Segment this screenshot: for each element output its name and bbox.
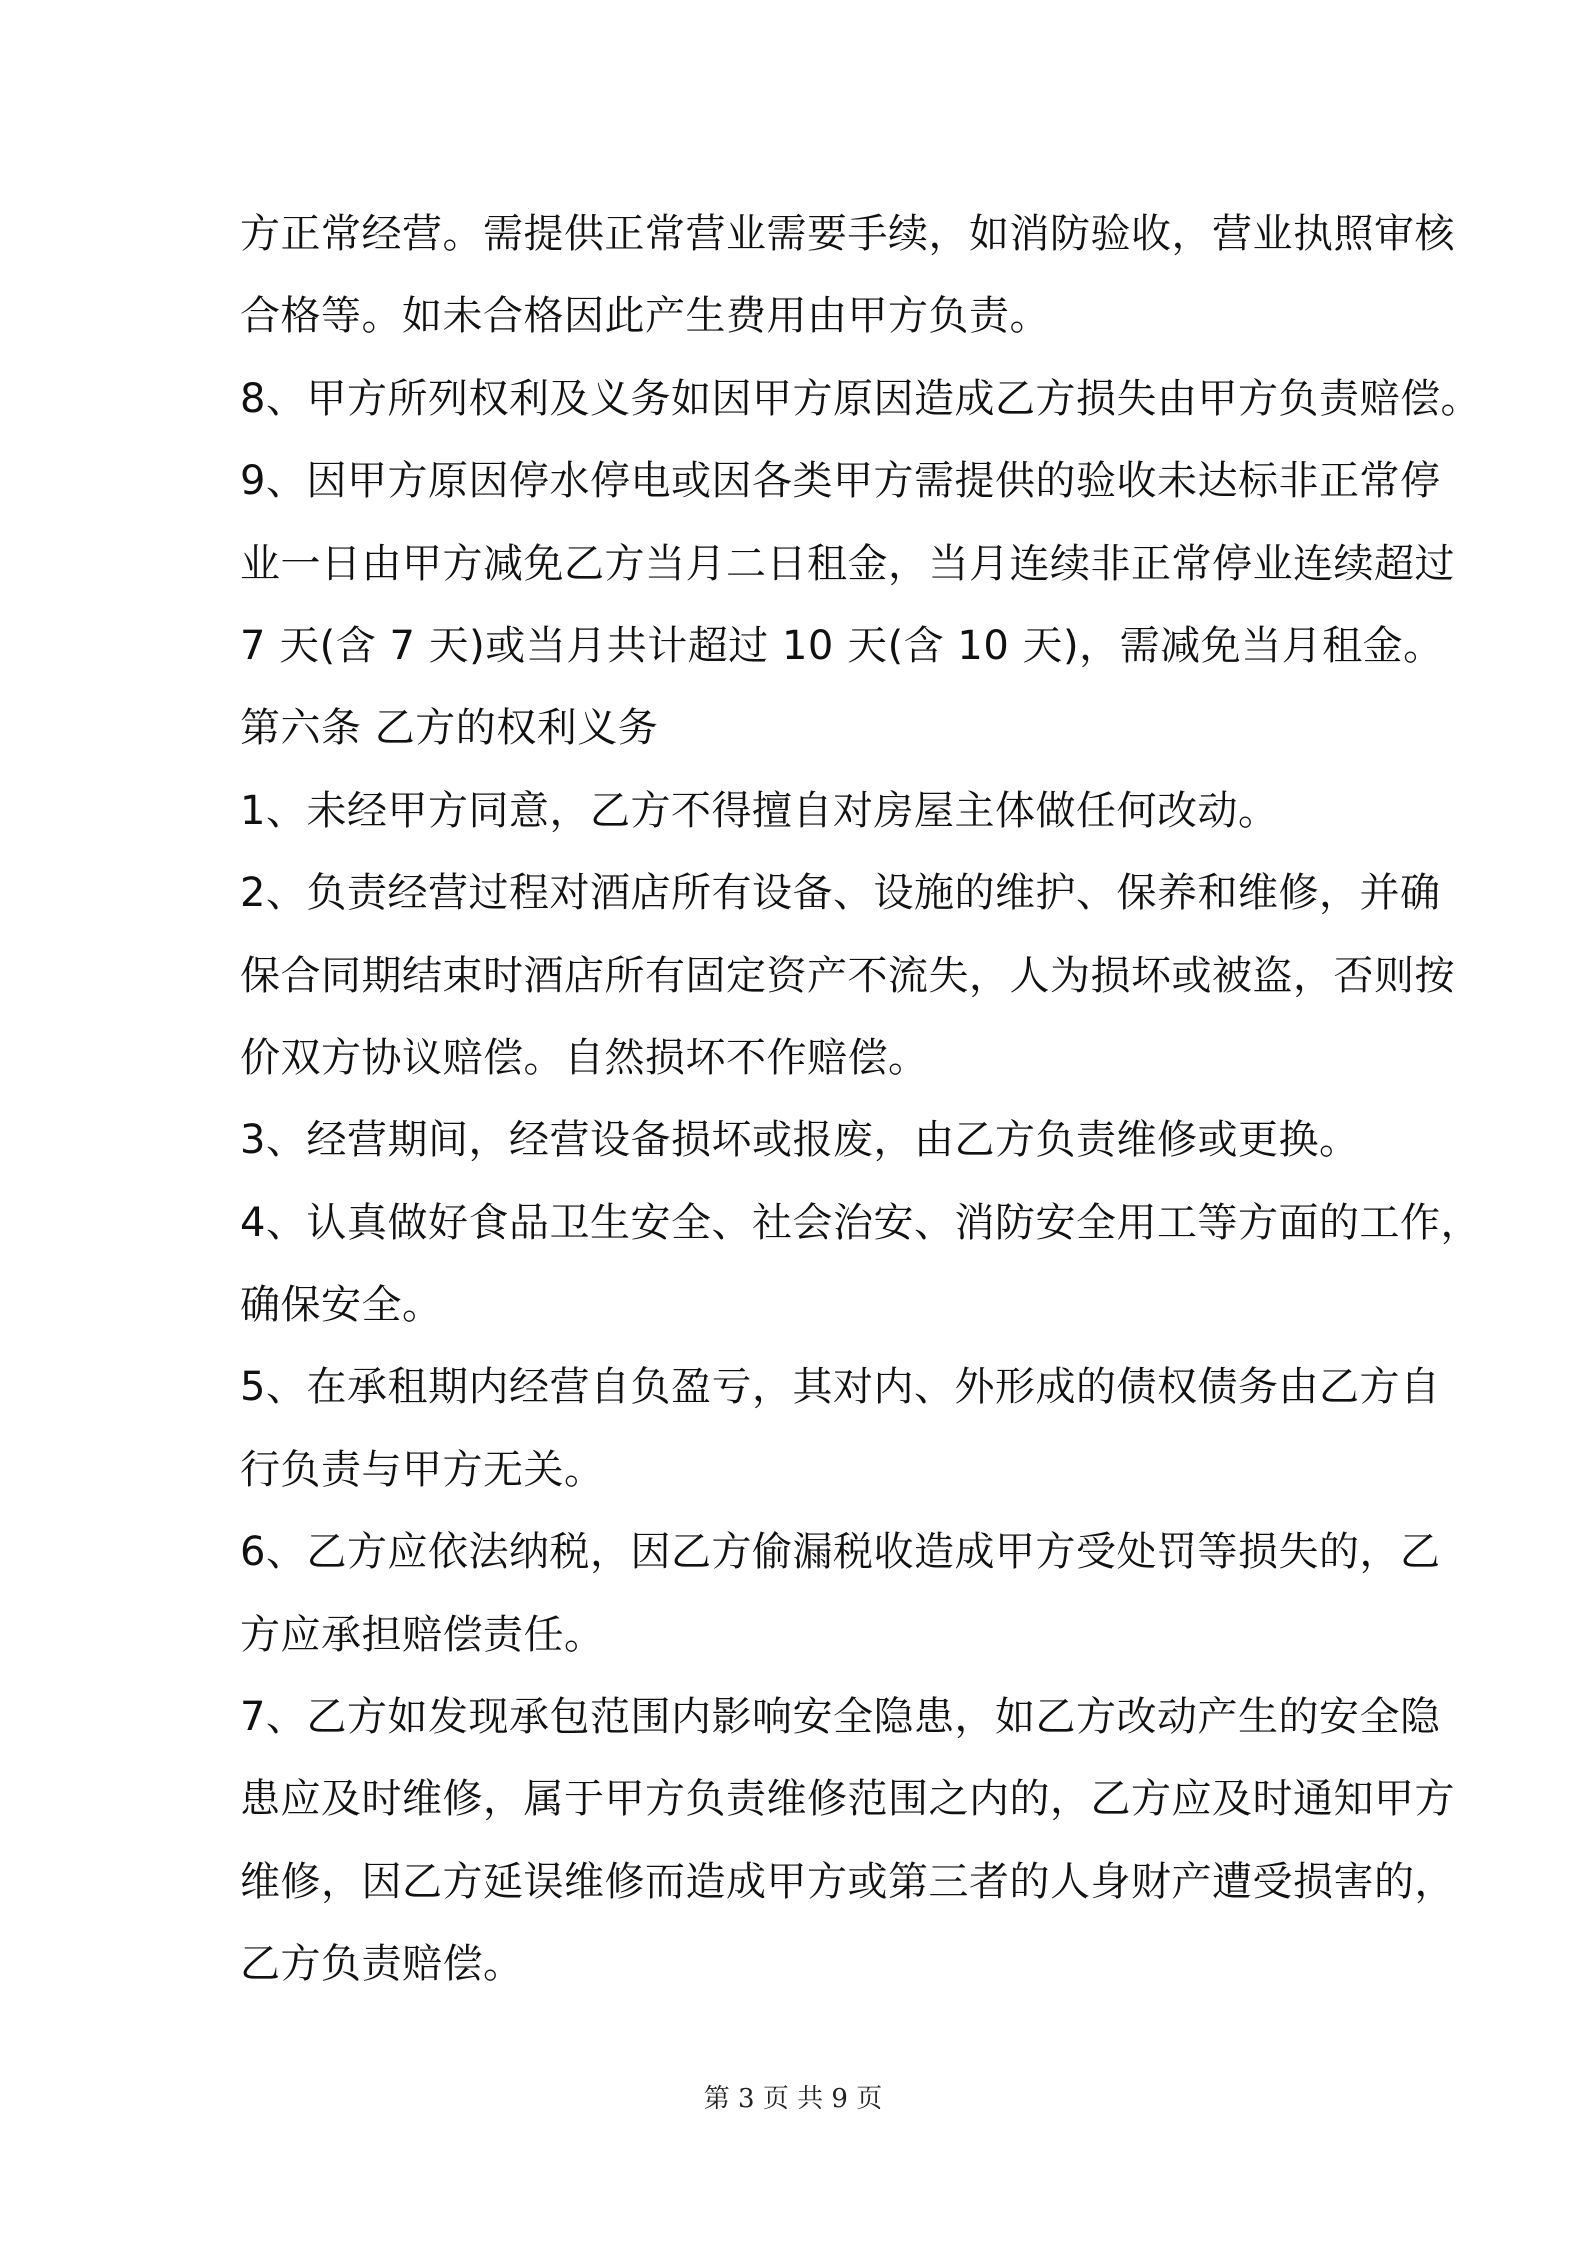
text-line: 4、认真做好食品卫生安全、社会治安、消防安全用工等方面的工作， — [240, 1199, 1481, 1246]
text-line: 行负责与甲方无关。 — [240, 1446, 605, 1493]
section-heading — [240, 687, 1380, 769]
text-line: 第六条 乙方的权利义务 — [240, 705, 659, 752]
text-line: 保合同期结束时酒店所有固定资产不流失，人为损坏或被盗，否则按 — [240, 952, 1455, 999]
document-body — [240, 193, 1481, 2006]
text-line: 方应承担赔偿责任。 — [240, 1611, 605, 1658]
text-line: 7 天(含 7 天)或当月共计超过 10 天(含 10 天)，需减免当月租金。 — [240, 622, 1444, 669]
paragraph — [240, 440, 1455, 687]
text-line: 维修，因乙方延误维修而造成甲方或第三者的人身财产遭受损害的， — [240, 1858, 1455, 1905]
text-line: 5、在承租期内经营自负盈亏，其对内、外形成的债权债务由乙方自 — [240, 1364, 1441, 1411]
paragraph — [240, 852, 1455, 1099]
text-line: 3、经营期间，经营设备损坏或报废，由乙方负责维修或更换。 — [240, 1117, 1360, 1164]
text-line: 确保安全。 — [240, 1282, 443, 1329]
text-line: 8、甲方所列权利及义务如因甲方原因造成乙方损失由甲方负责赔偿。 — [240, 375, 1481, 422]
text-line: 方正常经营。需提供正常营业需要手续，如消防验收，营业执照审核 — [240, 211, 1455, 257]
paragraph — [240, 193, 1455, 358]
text-line: 6、乙方应依法纳税，因乙方偷漏税收造成甲方受处罚等损失的，乙 — [240, 1529, 1441, 1576]
text-line: 价双方协议赔偿。自然损坏不作赔偿。 — [240, 1034, 929, 1081]
paragraph — [240, 1182, 1481, 1347]
paragraph — [240, 770, 1380, 852]
paragraph — [240, 1099, 1380, 1181]
text-line: 合格等。如未合格因此产生费用由甲方负责。 — [240, 293, 1050, 340]
text-line: 7、乙方如发现承包范围内影响安全隐患，如乙方改动产生的安全隐 — [240, 1694, 1441, 1741]
text-line: 2、负责经营过程对酒店所有设备、设施的维护、保养和维修，并确 — [240, 870, 1441, 917]
text-line: 1、未经甲方同意，乙方不得擅自对房屋主体做任何改动。 — [240, 787, 1279, 834]
text-line: 乙方负责赔偿。 — [240, 1941, 524, 1988]
page-footer: 第 3 页 共 9 页 — [703, 2084, 883, 2114]
text-line: 业一日由甲方减免乙方当月二日租金，当月连续非正常停业连续超过 — [240, 540, 1455, 587]
paragraph — [240, 358, 1481, 440]
paragraph — [240, 1511, 1441, 1676]
text-line: 患应及时维修，属于甲方负责维修范围之内的，乙方应及时通知甲方 — [240, 1776, 1455, 1823]
paragraph — [240, 1346, 1441, 1511]
text-line: 9、因甲方原因停水停电或因各类甲方需提供的验收未达标非正常停 — [240, 458, 1441, 505]
paragraph — [240, 1676, 1455, 2006]
